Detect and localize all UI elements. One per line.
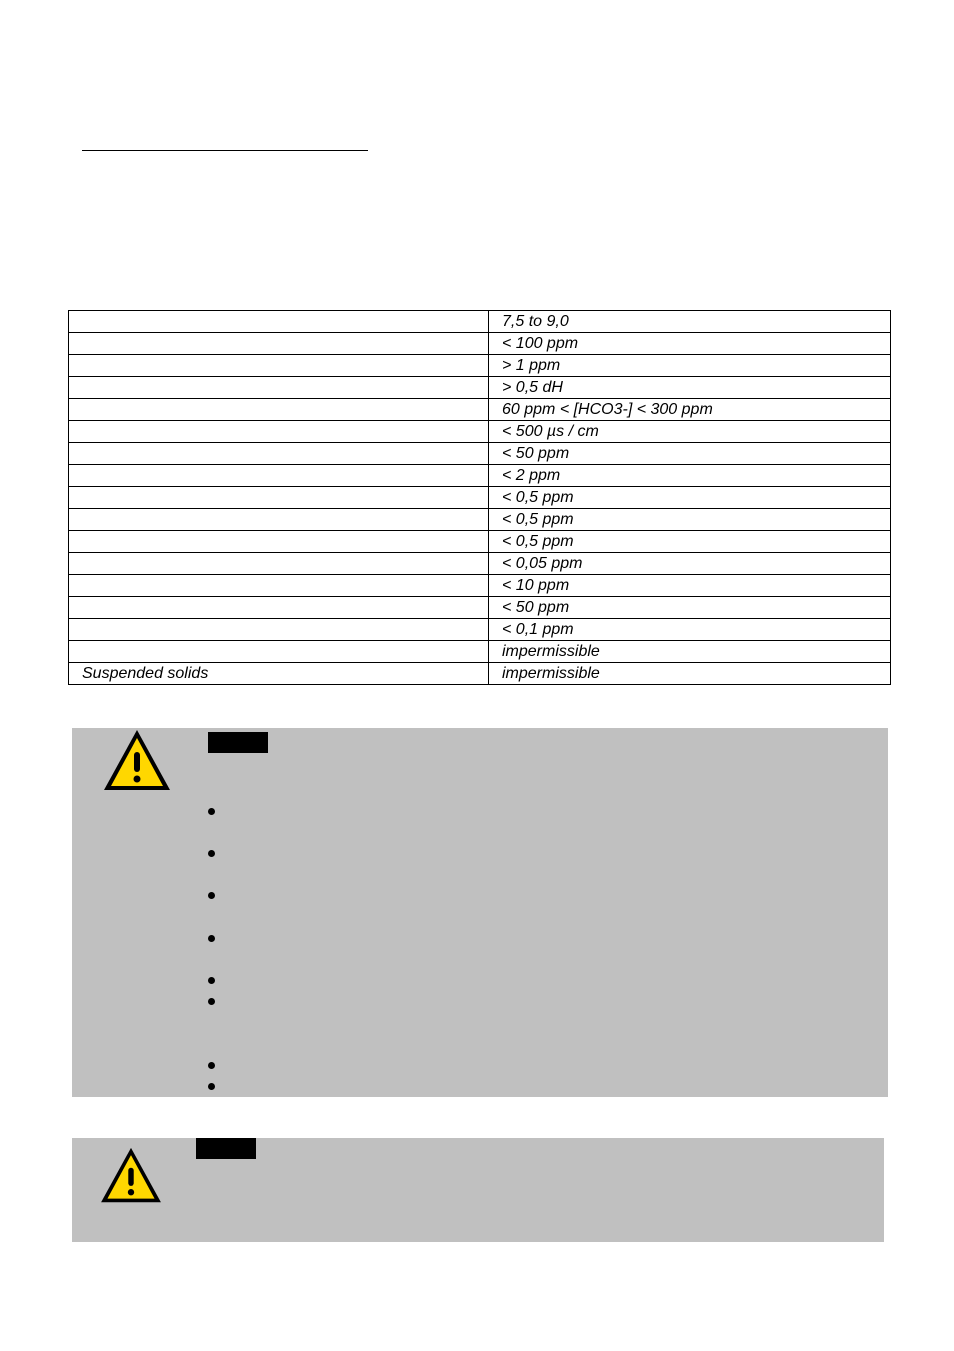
list-bullet <box>208 1083 215 1090</box>
water-quality-table <box>68 310 891 685</box>
parameter-cell <box>69 575 489 597</box>
warning-triangle-icon <box>102 728 172 792</box>
signal-word-box <box>208 732 268 753</box>
limit-value-cell: < 50 ppm <box>489 597 891 619</box>
table-row <box>69 553 891 575</box>
parameter-cell <box>69 641 489 663</box>
parameter-cell <box>69 355 489 377</box>
limit-value-cell: < 50 ppm <box>489 443 891 465</box>
limit-value-cell: impermissible <box>489 641 891 663</box>
table-row <box>69 509 891 531</box>
table-row <box>69 377 891 399</box>
table-row <box>69 531 891 553</box>
table-row <box>69 311 891 333</box>
parameter-cell <box>69 443 489 465</box>
list-bullet <box>208 977 215 984</box>
table-row <box>69 355 891 377</box>
limit-value-cell: < 10 ppm <box>489 575 891 597</box>
table-row <box>69 575 891 597</box>
parameter-cell <box>69 619 489 641</box>
list-bullet <box>208 1062 215 1069</box>
list-bullet <box>208 850 215 857</box>
parameter-cell <box>69 597 489 619</box>
limit-value-cell: < 0,5 ppm <box>489 487 891 509</box>
list-bullet <box>208 808 215 815</box>
signal-word-box <box>196 1138 256 1159</box>
table-row <box>69 421 891 443</box>
parameter-cell <box>69 377 489 399</box>
parameter-cell <box>69 421 489 443</box>
parameter-cell <box>69 509 489 531</box>
table-row <box>69 597 891 619</box>
limit-value-cell: 60 ppm < [HCO3-] < 300 ppm <box>489 399 891 421</box>
limit-value-cell: > 1 ppm <box>489 355 891 377</box>
list-bullet <box>208 998 215 1005</box>
limit-value-cell: < 100 ppm <box>489 333 891 355</box>
warning-triangle-icon <box>99 1146 163 1204</box>
limit-value-cell: < 0,5 ppm <box>489 509 891 531</box>
heading-underline <box>82 150 368 151</box>
parameter-cell <box>69 465 489 487</box>
parameter-cell <box>69 531 489 553</box>
table-row <box>69 487 891 509</box>
parameter-cell <box>69 311 489 333</box>
table-row <box>69 641 891 663</box>
limit-value-cell: > 0,5 dH <box>489 377 891 399</box>
limit-value-cell: < 0,05 ppm <box>489 553 891 575</box>
parameter-cell <box>69 553 489 575</box>
limit-value-cell: impermissible <box>489 663 891 685</box>
parameter-cell <box>69 333 489 355</box>
warning-notice-2 <box>72 1138 884 1242</box>
limit-value-cell: 7,5 to 9,0 <box>489 311 891 333</box>
table-row <box>69 465 891 487</box>
limit-value-cell: < 0,1 ppm <box>489 619 891 641</box>
table-row <box>69 443 891 465</box>
parameter-cell <box>69 399 489 421</box>
water-quality-table-body <box>69 311 891 685</box>
limit-value-cell: < 2 ppm <box>489 465 891 487</box>
parameter-cell: Suspended solids <box>69 663 489 685</box>
table-row <box>69 333 891 355</box>
list-bullet <box>208 935 215 942</box>
table-row <box>69 663 891 685</box>
parameter-cell <box>69 487 489 509</box>
table-row <box>69 399 891 421</box>
limit-value-cell: < 500 µs / cm <box>489 421 891 443</box>
table-row <box>69 619 891 641</box>
list-bullet <box>208 892 215 899</box>
warning-notice-1 <box>72 728 888 1097</box>
limit-value-cell: < 0,5 ppm <box>489 531 891 553</box>
